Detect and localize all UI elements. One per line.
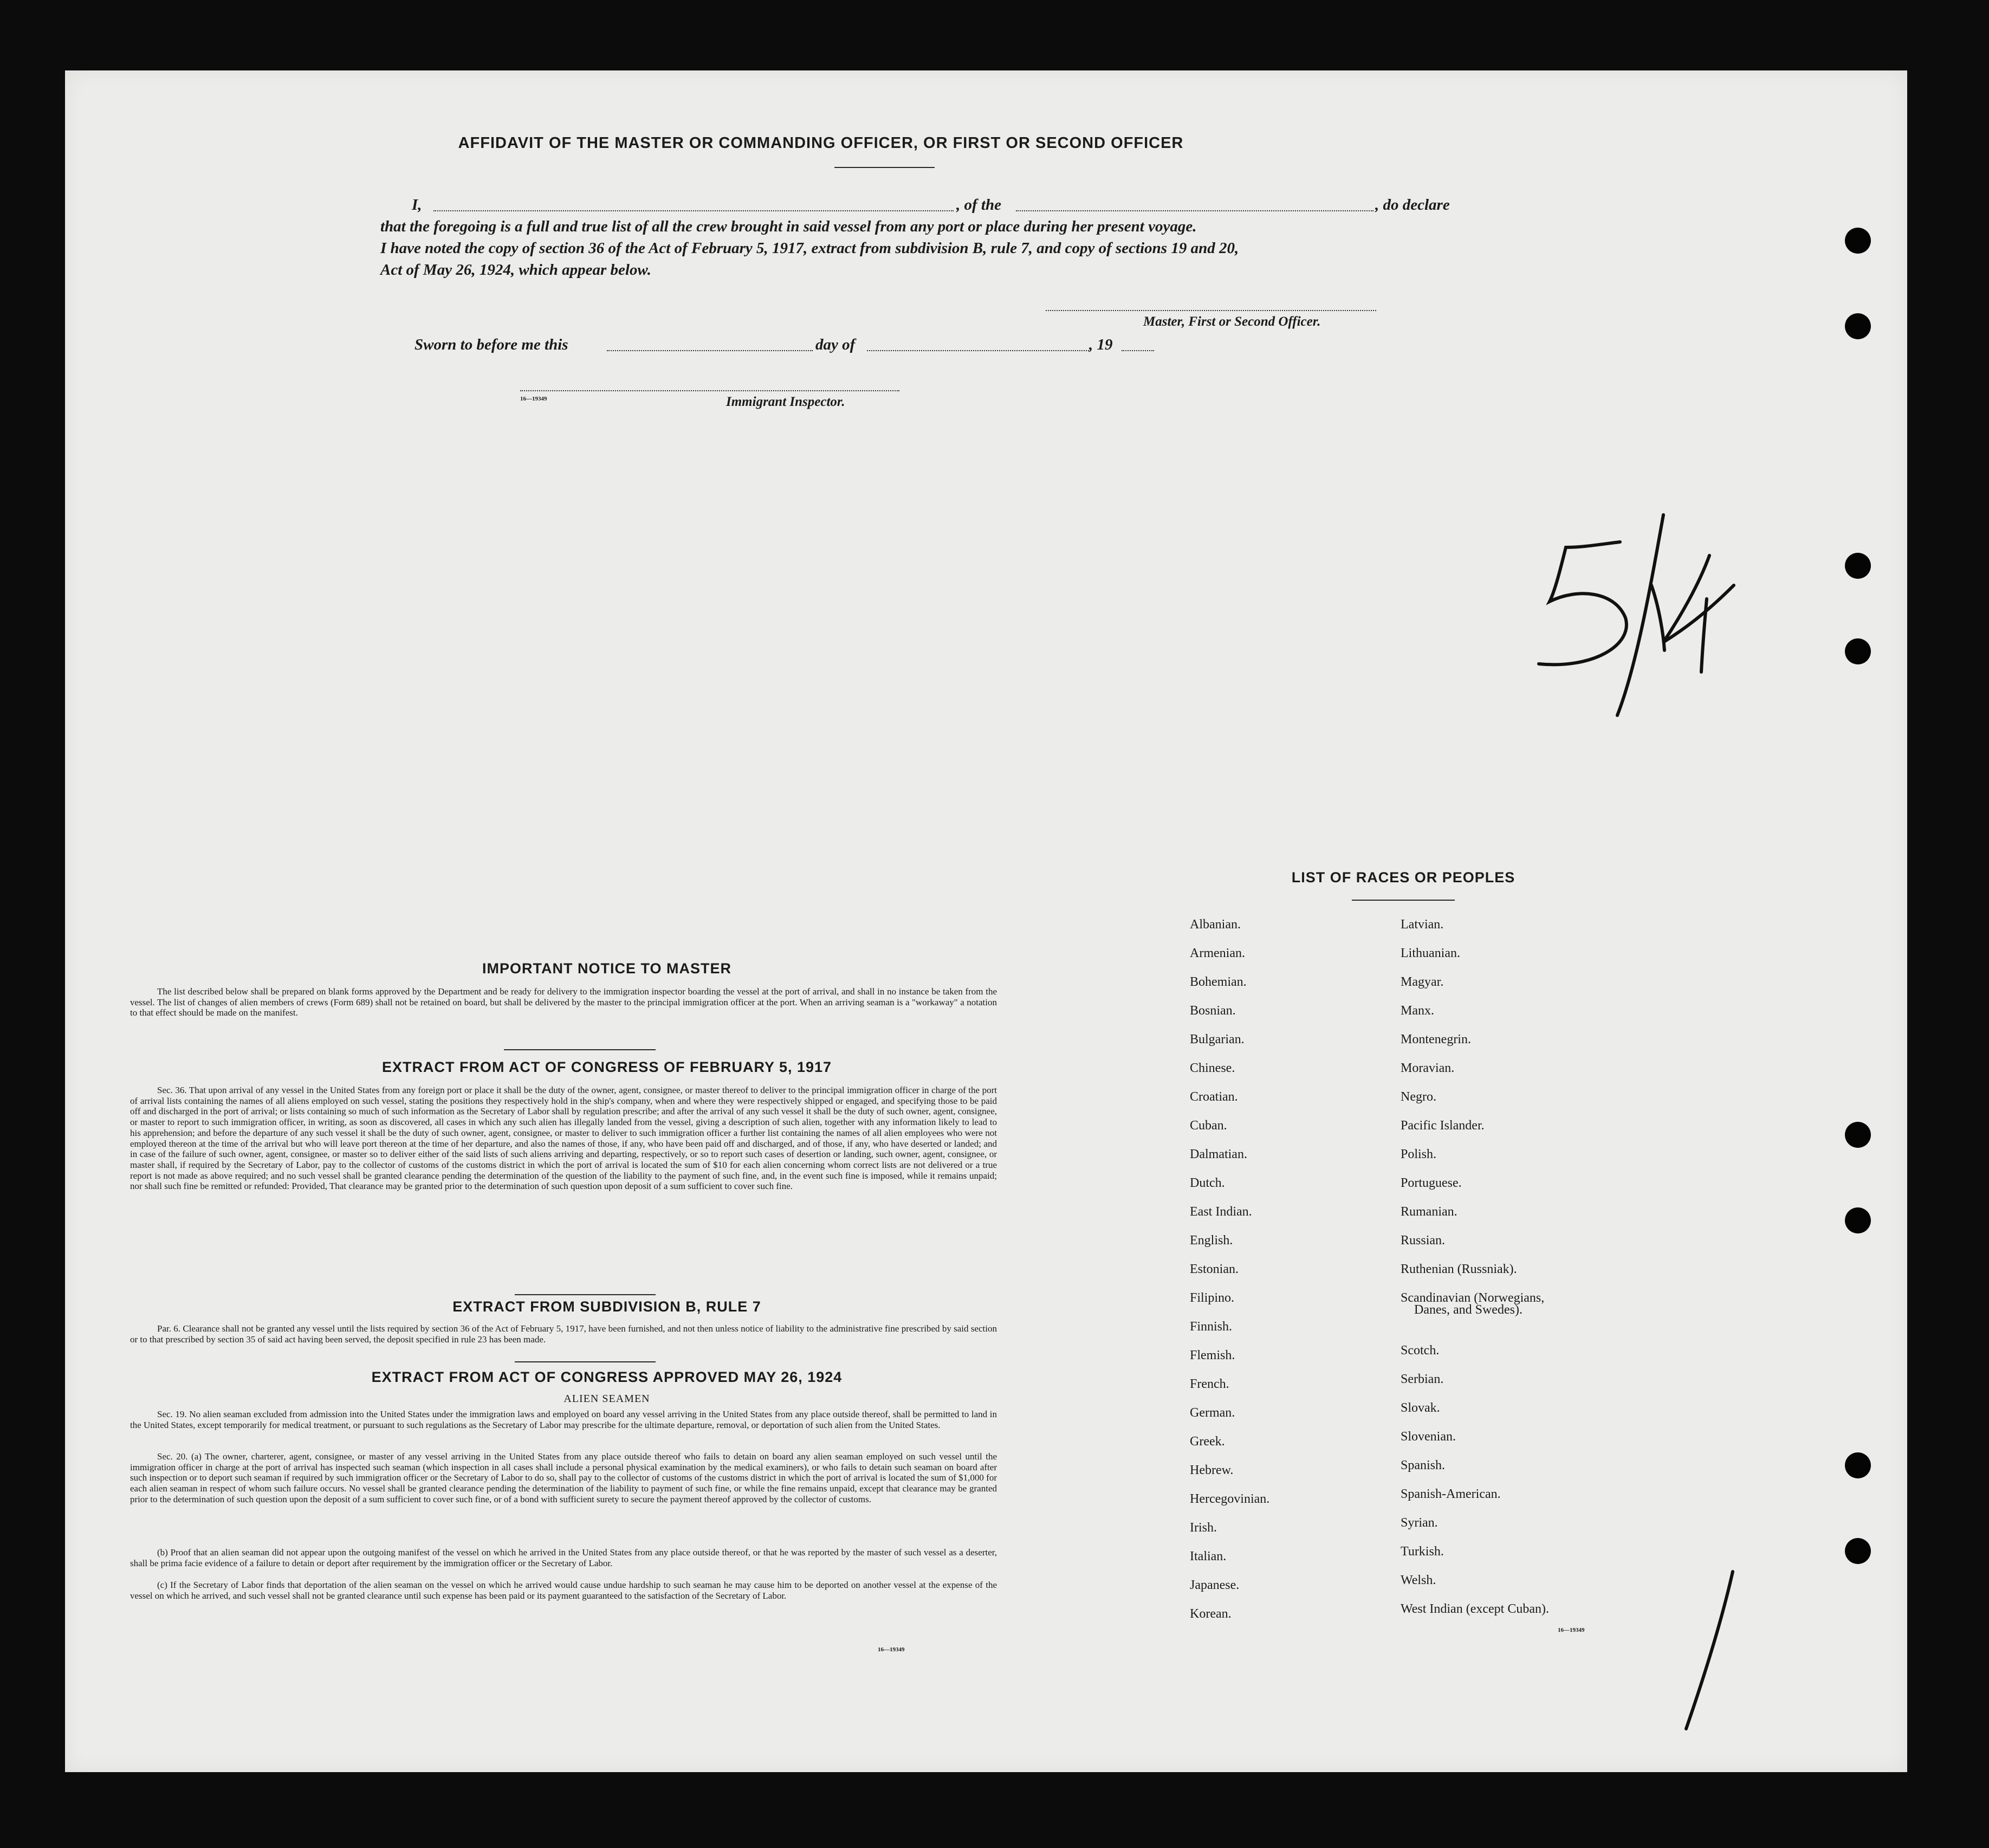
race-item: Cuban. — [1190, 1119, 1227, 1133]
race-item: Hebrew. — [1190, 1463, 1234, 1477]
race-item: Manx. — [1401, 1004, 1434, 1018]
punch-hole — [1845, 638, 1871, 664]
affidavit-declare: , do declare — [1375, 196, 1450, 214]
affidavit-line4: Act of May 26, 1924, which appear below. — [380, 261, 651, 279]
title-underline — [834, 167, 935, 168]
alien-seamen-subtitle: ALIEN SEAMEN — [563, 1393, 650, 1405]
race-item: Scandinavian (Norwegians, — [1401, 1291, 1545, 1305]
race-item: Slovak. — [1401, 1401, 1440, 1415]
rule7-body: Par. 6. Clearance shall not be granted any vessel until the lists required by section 36 of the Act of February 5, 1917, have been furnished, and not then unless notice of liability to the administrative fine prescribed by said section or to that prescribed by section 35 of said act having been served, the deposit specified in rule 23 has been made. — [130, 1323, 997, 1345]
section-19: Sec. 19. No alien seaman excluded from admission into the United States under the immigration laws and employed on board any vessel arriving in the United States from any place outside thereof, shall be permitted to land in the United States, except temporarily for medical treatment, or pursuant to such regulations as the Secretary of Labor may prescribe for the ultimate departure, removal, or deportation of such alien from the United States. — [130, 1409, 997, 1430]
race-item: Hercegovinian. — [1190, 1492, 1270, 1506]
section-20b: (b) Proof that an alien seaman did not appear upon the outgoing manifest of the vessel on which he arrived in the United States from any place outside thereof, or that he was reported by the master of such vessel as a deserter, shall be prima facie evidence of a failure to detain or deport after requirement by the immigration officer or the Secretary of Labor. — [130, 1547, 997, 1568]
year-blank — [1122, 350, 1154, 351]
handwritten-mark — [1680, 1566, 1745, 1740]
vessel-blank — [1016, 210, 1373, 211]
race-item: German. — [1190, 1406, 1235, 1420]
extract-form-number: 16—19349 — [878, 1646, 905, 1653]
race-item: English. — [1190, 1233, 1233, 1248]
race-item: Magyar. — [1401, 975, 1444, 989]
punch-hole — [1845, 1538, 1871, 1564]
race-item: Russian. — [1401, 1233, 1446, 1248]
rule7-title: EXTRACT FROM SUBDIVISION B, RULE 7 — [452, 1298, 761, 1315]
name-blank — [433, 210, 954, 211]
handwritten-fraction — [1517, 493, 1745, 775]
race-item: Korean. — [1190, 1607, 1232, 1621]
race-item: West Indian (except Cuban). — [1401, 1602, 1549, 1616]
race-item: Scotch. — [1401, 1343, 1440, 1358]
extract-1917-body: Sec. 36. That upon arrival of any vessel in the United States from any foreign port or place it shall be the duty of the owner, agent, consignee, or master thereof to deliver to the principal immigration officer in charge of the port of arrival lists containing the names of all aliens employed on such vessel, stating the positions they respectively hold in the ship's company, when and where they were respectively shipped or engaged, and specifying those to be paid off and discharged in the port of arrival; or lists containing so much of such information as the Secretary of Labor shall by regulation prescribe; and after the arrival of any such vessel it shall be the duty of such owner, agent, consignee, or master to report to such immigration officer, in writing, as soon as discovered, all cases in which any such alien has illegally landed from the vessel, giving a description of such alien, together with any information likely to lead to his apprehension; and before the departure of any such vessel it shall be the duty of such owner, agent, consignee, or master to deliver to such immigration officer a further list containing the names of all alien employees who were not employed thereon at the time of the arrival but who will leave port thereon at the time of her departure, and also the names of those, if any, who have been paid off and discharged, and of those, if any, who have deserted or landed; and in case of the failure of such owner, agent, consignee, or master so to deliver either of the said lists of such aliens arriving and departing, respectively, or so to report such cases of desertion or landing, such owner, agent, consignee, or master shall, if required by the Secretary of Labor, pay to the collector of customs of the customs district in which the port of arrival is located the sum of $10 for each alien concerning whom correct lists are not delivered or a true report is not made as above required; and no such vessel shall be granted clearance pending the determination of the question of the liability to the payment of such fine, and, in the event such fine is imposed, while it remains unpaid; nor shall such fine be remitted or refunded: Provided, That clearance may be granted prior to the determination of such question upon deposit of a sum sufficient to cover such fine. — [130, 1085, 997, 1192]
race-item: Filipino. — [1190, 1291, 1235, 1305]
race-item: Latvian. — [1401, 917, 1444, 932]
inspector-label: Immigrant Inspector. — [726, 395, 845, 409]
race-item: Croatian. — [1190, 1090, 1238, 1104]
races-form-number: 16—19349 — [1558, 1627, 1585, 1633]
notice-title: IMPORTANT NOTICE TO MASTER — [482, 960, 731, 977]
race-item: Albanian. — [1190, 917, 1241, 932]
race-item: Danes, and Swedes). — [1414, 1303, 1522, 1317]
affidavit-line3: I have noted the copy of section 36 of the Act of February 5, 1917, extract from subdivision B, rule 7, and copy of sections 19 and 20, — [380, 240, 1239, 257]
rule7-divider — [515, 1361, 656, 1362]
race-item: Dutch. — [1190, 1176, 1225, 1190]
race-item: Flemish. — [1190, 1348, 1235, 1362]
punch-hole — [1845, 553, 1871, 579]
race-item: Rumanian. — [1401, 1205, 1457, 1219]
race-item: Pacific Islander. — [1401, 1119, 1485, 1133]
race-item: Japanese. — [1190, 1578, 1240, 1592]
master-label: Master, First or Second Officer. — [1143, 314, 1321, 329]
races-title: LIST OF RACES OR PEOPLES — [1291, 869, 1515, 886]
notice-divider — [504, 1049, 656, 1050]
race-item: Bosnian. — [1190, 1004, 1236, 1018]
race-item: Irish. — [1190, 1521, 1217, 1535]
affidavit-of-the: , of the — [956, 196, 1001, 214]
affidavit-i: I, — [412, 196, 422, 214]
race-item: Polish. — [1401, 1147, 1437, 1161]
race-item: Spanish. — [1401, 1458, 1446, 1472]
month-blank — [867, 350, 1089, 351]
race-item: Bulgarian. — [1190, 1032, 1245, 1046]
race-item: Estonian. — [1190, 1262, 1239, 1276]
race-item: Bohemian. — [1190, 975, 1247, 989]
affidavit-title: AFFIDAVIT OF THE MASTER OR COMMANDING OFFICER, OR FIRST OR SECOND OFFICER — [458, 134, 1184, 152]
race-item: French. — [1190, 1377, 1229, 1391]
race-item: Finnish. — [1190, 1320, 1233, 1334]
race-item: Lithuanian. — [1401, 946, 1460, 960]
race-item: Spanish-American. — [1401, 1487, 1501, 1501]
notice-body: The list described below shall be prepared on blank forms approved by the Department and be ready for delivery to the immigration inspector boarding the vessel at the port of arrival, and shall in no instance be taken from the vessel. The list of changes of alien members of crews (Form 689) shall not be retained on board, but shall be delivered by the master to the principal immigration officer at the port. When an arriving seaman is a "workaway" a notation to that effect should be made on the manifest. — [130, 986, 997, 1018]
race-item: Greek. — [1190, 1435, 1225, 1449]
punch-hole — [1845, 1207, 1871, 1233]
document-sheet — [65, 70, 1907, 1772]
race-item: Italian. — [1190, 1549, 1227, 1563]
extract-1917-title: EXTRACT FROM ACT OF CONGRESS OF FEBRUARY 5, 1917 — [381, 1059, 832, 1075]
race-item: Slovenian. — [1401, 1430, 1456, 1444]
race-item: East Indian. — [1190, 1205, 1252, 1219]
race-item: Montenegrin. — [1401, 1032, 1471, 1046]
race-item: Armenian. — [1190, 946, 1245, 960]
section-20c: (c) If the Secretary of Labor finds that deportation of the alien seaman on the vessel on which he arrived would cause undue hardship to such seaman he may cause him to be deported on another vessel at the expense of the vessel on which he arrived, and such vessel shall not be granted clearance until such expense has been paid or its payment guaranteed to the satisfaction of the Secretary of Labor. — [130, 1580, 997, 1601]
races-title-underline — [1352, 900, 1455, 901]
affidavit-line2: that the foregoing is a full and true list of all the crew brought in said vessel from any port or place during her present voyage. — [380, 218, 1197, 235]
punch-hole — [1845, 1452, 1871, 1478]
affidavit-form-number: 16—19349 — [520, 396, 547, 402]
race-item: Dalmatian. — [1190, 1147, 1247, 1161]
punch-hole — [1845, 313, 1871, 339]
sworn-label: Sworn to before me this — [414, 336, 568, 353]
race-item: Ruthenian (Russniak). — [1401, 1262, 1517, 1276]
race-item: Turkish. — [1401, 1545, 1444, 1559]
master-signature-line — [1046, 310, 1376, 311]
race-item: Portuguese. — [1401, 1176, 1462, 1190]
race-item: Serbian. — [1401, 1372, 1444, 1386]
section-20a: Sec. 20. (a) The owner, charterer, agent, consignee, or master of any vessel arriving in the United States from any place outside thereof who fails to detain on board any alien seaman employed on such vessel until the immigration officer in charge at the port of arrival has inspected such seaman (which inspection in all cases shall include a personal physical examination by the medical examiners), or who fails to detain such seaman on board after such inspection or to deport such seaman if required by such immigration officer or the Secretary of Labor to do so, shall pay to the collector of customs of the customs district in which the port of arrival is located the sum of $1,000 for each alien seaman in respect of whom such failure occurs. No vessel shall be granted clearance pending the determination of the liability to payment of such fine, or while the fine remains unpaid, except that clearance may be granted prior to the determination of such question upon the deposit of a sum sufficient to cover such fine, or of a bond with sufficient surety to secure the payment thereof approved by the collector of customs. — [130, 1451, 997, 1504]
inspector-signature-line — [520, 390, 899, 391]
punch-hole — [1845, 228, 1871, 254]
race-item: Negro. — [1401, 1090, 1436, 1104]
sworn-day-blank — [607, 350, 813, 351]
day-of-label: day of — [815, 336, 856, 353]
race-item: Moravian. — [1401, 1061, 1455, 1075]
race-item: Chinese. — [1190, 1061, 1235, 1075]
extract-1924-title: EXTRACT FROM ACT OF CONGRESS APPROVED MAY 26, 1924 — [371, 1369, 843, 1385]
extract-1917-divider — [515, 1294, 656, 1295]
year-prefix: , 19 — [1089, 336, 1113, 353]
race-item: Syrian. — [1401, 1516, 1438, 1530]
punch-hole — [1845, 1122, 1871, 1148]
race-item: Welsh. — [1401, 1573, 1436, 1587]
